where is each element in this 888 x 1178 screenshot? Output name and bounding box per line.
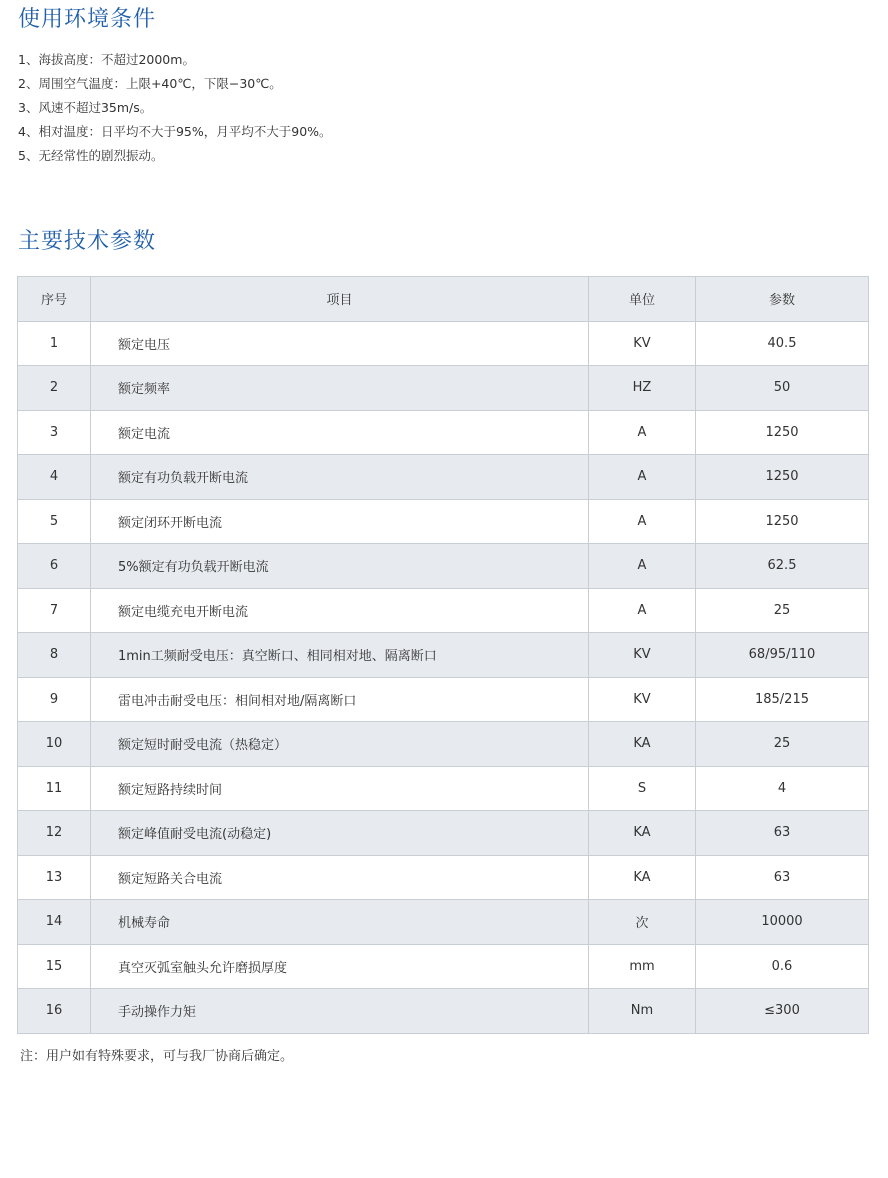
table-row: [18, 633, 869, 678]
cell-item: 额定有功负载开断电流: [91, 455, 589, 500]
cell-value: 63: [696, 855, 869, 900]
cell-no: 4: [18, 455, 91, 500]
params-section-title: 主要技术参数: [18, 229, 157, 254]
cell-no: 7: [18, 588, 91, 633]
cell-no: 10: [18, 722, 91, 767]
cell-no: 15: [18, 944, 91, 989]
table-row: [18, 410, 869, 455]
table-row: [18, 321, 869, 366]
cell-unit: A: [589, 410, 696, 455]
table-row: [18, 677, 869, 722]
cell-no: 6: [18, 544, 91, 589]
cell-value: 0.6: [696, 944, 869, 989]
header-no: 序号: [18, 277, 91, 322]
table-row: [18, 944, 869, 989]
cell-no: 9: [18, 677, 91, 722]
cell-unit: KV: [589, 321, 696, 366]
cell-item: 额定闭环开断电流: [91, 499, 589, 544]
table-header-row: [18, 277, 869, 322]
cell-unit: HZ: [589, 366, 696, 411]
table-row: [18, 499, 869, 544]
env-condition-item: 4、相对温度：日平均不大于95%，月平均不大于90%。: [18, 124, 332, 139]
cell-value: 1250: [696, 410, 869, 455]
table-row: [18, 544, 869, 589]
cell-unit: mm: [589, 944, 696, 989]
header-unit: 单位: [589, 277, 696, 322]
env-condition-item: 1、海拔高度：不超过2000m。: [18, 52, 195, 67]
cell-item: 真空灭弧室触头允许磨损厚度: [91, 944, 589, 989]
cell-value: 40.5: [696, 321, 869, 366]
cell-no: 1: [18, 321, 91, 366]
cell-no: 5: [18, 499, 91, 544]
env-condition-item: 3、风速不超过35m/s。: [18, 100, 153, 115]
cell-value: 4: [696, 766, 869, 811]
cell-item: 5%额定有功负载开断电流: [91, 544, 589, 589]
header-value: 参数: [696, 277, 869, 322]
cell-item: 额定短路持续时间: [91, 766, 589, 811]
table-row: [18, 366, 869, 411]
cell-item: 额定电流: [91, 410, 589, 455]
cell-value: 63: [696, 811, 869, 856]
cell-unit: KV: [589, 633, 696, 678]
cell-value: 25: [696, 722, 869, 767]
cell-unit: KA: [589, 811, 696, 856]
cell-value: 68/95/110: [696, 633, 869, 678]
cell-unit: A: [589, 544, 696, 589]
env-condition-item: 5、无经常性的剧烈振动。: [18, 148, 164, 163]
cell-item: 额定峰值耐受电流(动稳定): [91, 811, 589, 856]
cell-item: 手动操作力矩: [91, 989, 589, 1034]
cell-unit: S: [589, 766, 696, 811]
cell-item: 机械寿命: [91, 900, 589, 945]
env-condition-item: 2、周围空气温度：上限+40℃，下限−30℃。: [18, 76, 282, 91]
cell-unit: 次: [589, 900, 696, 945]
table-row: [18, 989, 869, 1034]
cell-no: 14: [18, 900, 91, 945]
table-row: [18, 811, 869, 856]
cell-no: 12: [18, 811, 91, 856]
cell-unit: KV: [589, 677, 696, 722]
cell-no: 11: [18, 766, 91, 811]
cell-unit: A: [589, 499, 696, 544]
cell-value: 1250: [696, 455, 869, 500]
cell-item: 额定短路关合电流: [91, 855, 589, 900]
params-table-body: [18, 321, 869, 1033]
cell-no: 2: [18, 366, 91, 411]
env-section-title: 使用环境条件: [18, 7, 157, 32]
header-item: 项目: [91, 277, 589, 322]
cell-value: 185/215: [696, 677, 869, 722]
table-row: [18, 722, 869, 767]
cell-value: ≤300: [696, 989, 869, 1034]
cell-unit: KA: [589, 722, 696, 767]
cell-item: 额定电缆充电开断电流: [91, 588, 589, 633]
params-table: [17, 276, 869, 1034]
cell-unit: A: [589, 455, 696, 500]
table-row: [18, 900, 869, 945]
cell-value: 1250: [696, 499, 869, 544]
params-table-header: [18, 277, 869, 322]
cell-item: 额定频率: [91, 366, 589, 411]
table-row: [18, 855, 869, 900]
cell-no: 16: [18, 989, 91, 1034]
cell-value: 25: [696, 588, 869, 633]
cell-no: 13: [18, 855, 91, 900]
cell-value: 10000: [696, 900, 869, 945]
cell-item: 雷电冲击耐受电压：相间相对地/隔离断口: [91, 677, 589, 722]
cell-unit: A: [589, 588, 696, 633]
cell-item: 额定电压: [91, 321, 589, 366]
cell-no: 8: [18, 633, 91, 678]
cell-item: 1min工频耐受电压：真空断口、相同相对地、隔离断口: [91, 633, 589, 678]
cell-unit: KA: [589, 855, 696, 900]
table-row: [18, 455, 869, 500]
table-row: [18, 588, 869, 633]
cell-unit: Nm: [589, 989, 696, 1034]
cell-item: 额定短时耐受电流（热稳定）: [91, 722, 589, 767]
table-row: [18, 766, 869, 811]
env-conditions-list: [18, 48, 332, 168]
footnote: 注：用户如有特殊要求，可与我厂协商后确定。: [20, 1049, 294, 1064]
cell-no: 3: [18, 410, 91, 455]
cell-value: 50: [696, 366, 869, 411]
cell-value: 62.5: [696, 544, 869, 589]
